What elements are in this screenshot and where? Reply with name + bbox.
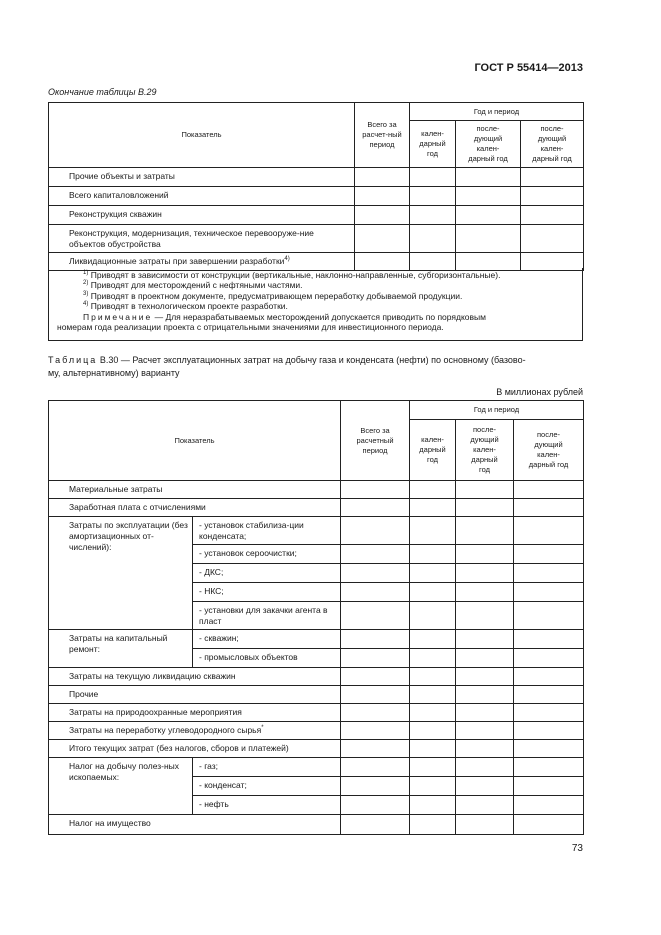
head-calendar-year: кален-дарный год [410,420,456,481]
table-row: - нефть [193,796,341,815]
footnote: $^{4)}$ Приводят в технологическом проекте разработки. [83,301,288,312]
head-indicator: Показатель [49,103,355,168]
table-row: Реконструкция, модернизация, техническое перевооруже-ние объектов обустройства [49,225,355,253]
head-last-year: после-дующий кален-дарный год [521,121,584,168]
head-next-year: после-дующий кален-дарный год [456,121,521,168]
page-number: 73 [571,843,583,854]
group-operation-costs: Затраты по эксплуатации (без амортизационных от-числений): [49,517,193,630]
head-total: Всего за расчет-ный период [355,103,410,168]
table-row: Прочие [49,686,341,704]
head-last-year: после-дующий кален-дарный год [514,420,584,481]
group-mineral-tax: Налог на добычу полез-ных ископаемых: [49,758,193,815]
table-row: - конденсат; [193,777,341,796]
table-row: - промысловых объектов [193,649,341,668]
table-row: Реконструкция скважин [49,206,355,225]
units-label: В миллионах рублей [496,387,583,397]
footnote: $^{1)}$ Приводят в зависимости от конструкции (вертикальные, наклонно-направленные, субгоризонтальные). [83,270,501,280]
footnote: $^{3)}$ Приводят в проектном документе, предусматривающем переработку добываемой продукции. [83,290,463,301]
table-row: - НКС; [193,583,341,602]
table-row: - газ; [193,758,341,777]
head-year-period: Год и период [410,103,584,121]
table-row: - установки для закачки агента в пласт [193,602,341,630]
document-code: ГОСТ Р 55414—2013 [474,62,583,74]
table-b30 [48,400,584,835]
note-continuation: номерам года реализации проекта с отрицательными значениями для инвестиционного периода. [57,322,444,333]
table-row: Итого текущих затрат (без налогов, сборов и платежей) [49,740,341,758]
table-row: Материальные затраты [49,481,341,499]
table-row: Заработная плата с отчислениями [49,499,341,517]
head-indicator: Показатель [49,401,341,481]
table-row: - установок стабилиза-ции конденсата; [193,517,341,545]
table-row: Всего капиталовложений [49,187,355,206]
table-row: Прочие объекты и затраты [49,168,355,187]
table-row: Ликвидационные затраты при завершении разработки$^{4)}$ [49,253,355,271]
head-total: Всего за расчетный период [341,401,410,481]
footnote: $^{2)}$ Приводят для месторождений с нефтяными частями. [83,280,303,291]
head-year-period: Год и период [410,401,584,420]
note: Примечание — Для неразрабатываемых месторождений допускается приводить по порядковым [83,311,486,322]
table-row: Затраты на природоохранные мероприятия [49,704,341,722]
head-next-year: после-дующий кален-дарный год [456,420,514,481]
table-row: - ДКС; [193,564,341,583]
table-b30-title: Таблица В.30 — Расчет эксплуатационных затрат на добычу газа и конденсата (нефти) по основному (базово- му, альтернативному) варианту [48,355,526,378]
table-row: Затраты на переработку углеводородного сырья* [49,722,341,740]
table-row: Затраты на текущую ликвидацию скважин [49,668,341,686]
table-row: Налог на имущество [49,815,341,835]
table-row: - скважин; [193,630,341,649]
table-row: - установок сероочистки; [193,545,341,564]
footnotes-box [48,268,583,341]
table-continuation-caption: Окончание таблицы В.29 [48,87,157,97]
table-b29-end [48,102,584,271]
group-capital-repair: Затраты на капитальный ремонт: [49,630,193,668]
head-calendar-year: кален-дарный год [410,121,456,168]
